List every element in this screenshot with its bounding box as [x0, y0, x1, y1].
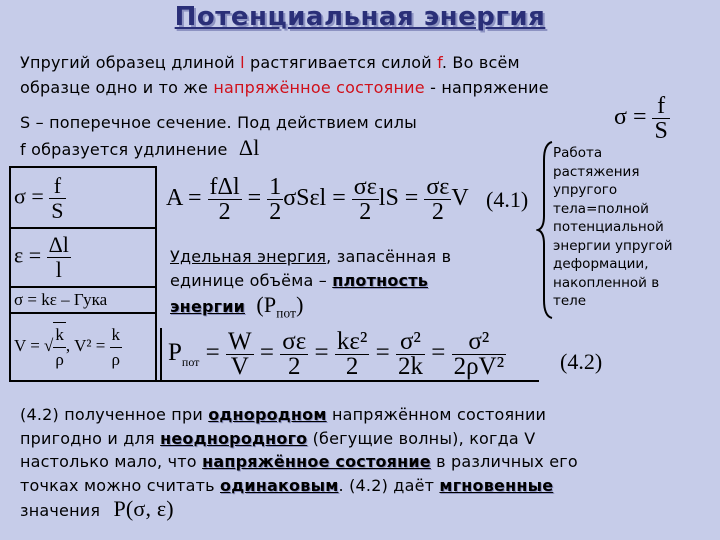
identical-term: одинаковым — [220, 475, 339, 495]
bottom-text: в различных его — [430, 452, 578, 471]
bottom-text: (4.2) полученное при — [20, 405, 209, 424]
energy-term: энергии — [170, 297, 246, 316]
intro-line-2 — [20, 77, 549, 99]
inhomogeneous-term: неоднородного — [160, 428, 308, 448]
force-symbol: f — [437, 53, 442, 72]
stress-state-term: напряжённое состояние — [202, 452, 431, 471]
side-note-line: потенциальной — [553, 219, 664, 235]
stress-state-highlight: напряжённое состояние — [213, 78, 425, 97]
bottom-text: пригодно и для — [20, 428, 161, 448]
side-note-line: накопленной в — [553, 274, 660, 291]
section-text: f образуется удлинение — [20, 140, 228, 159]
work-formula: A = $\frac{\text{fΔl}}{2}$ = $\frac{1}{2}$ σSεl = $\frac{\sigma\varepsilon}{2}$ lS = $\frac{\sigma\varepsilon}{2}$ V — [166, 174, 469, 225]
energy-text: единице объёма – — [170, 271, 333, 290]
sigma-formula-right: σ = $\frac{f}{S}$ — [614, 93, 668, 144]
sigma-formula: σ = $\frac{f}{S}$ — [14, 173, 64, 223]
page-title: Потенциальная энергия — [174, 2, 546, 32]
side-note-line: теле — [553, 293, 587, 309]
side-note-line: тела=полной — [553, 200, 649, 217]
bottom-text: настолько мало, что — [20, 452, 203, 471]
bottom-text: . (4.2) даёт — [338, 475, 440, 495]
elongation-symbol: Δl — [238, 135, 260, 160]
bottom-line-1 — [20, 403, 578, 427]
equation-label-4-1: (4.1) — [486, 187, 529, 212]
hooke-formula: σ = kε – Гука — [14, 290, 108, 309]
epsilon-formula: ε = $\frac{\Delta l}{l}$ — [14, 232, 69, 282]
bottom-text: напряжённом состоянии — [326, 405, 547, 424]
side-note-line: упругого — [553, 182, 618, 198]
energy-text: , запасённая в — [326, 247, 452, 266]
energy-line-3 — [170, 294, 304, 324]
intro-text: . Во всём — [441, 53, 520, 72]
section-line-1: S – поперечное сечение. Под действием силы — [20, 113, 418, 132]
bottom-line-4 — [20, 474, 578, 498]
side-note-line: Работа — [553, 145, 603, 161]
intro-line-1 — [20, 52, 520, 74]
side-note-line: энергии упругой — [553, 237, 673, 254]
bottom-text: (бегущие волны), когда V — [307, 428, 536, 448]
homogeneous-term: однородном — [208, 405, 327, 424]
intro-text: - напряжение — [424, 78, 549, 97]
bottom-text: точках можно считать — [20, 475, 221, 495]
bottom-line-2 — [20, 427, 578, 451]
length-symbol: l — [240, 53, 245, 72]
intro-text: Упругий образец длиной — [20, 53, 241, 72]
side-note-line: растяжения — [553, 163, 640, 180]
specific-energy-term: Удельная энергия — [170, 247, 327, 266]
bottom-text: значения — [20, 501, 101, 520]
bottom-line-3 — [20, 450, 578, 474]
density-formula: $P_{пот}$ = $\frac{W}{V}$ = $\frac{\sigma\varepsilon}{2}$ = $\frac{\text{kε²}}{2}$ = $\frac{\text{σ²}}{2k}$ = $\frac{\text{σ²}}{\text{2ρV²}}$ — [168, 328, 505, 380]
power-function-formula: P(σ, ε) — [113, 496, 174, 521]
intro-text: образце одно и то же — [20, 78, 214, 97]
instantaneous-term: мгновенные — [439, 475, 554, 495]
energy-line-1 — [170, 246, 451, 268]
density-term: плотность — [332, 271, 429, 290]
speed-formula: V = √ $\frac{k}{\rho}$ , V² = $\frac{k}{\rho}$ — [14, 322, 122, 372]
equation-label-4-2: (4.2) — [560, 349, 603, 374]
brace-icon — [536, 140, 554, 320]
side-note — [553, 144, 713, 311]
bottom-paragraph — [20, 403, 578, 523]
intro-text: растягивается силой — [244, 53, 438, 72]
density-symbol: $(P_{пот})$ — [256, 292, 304, 321]
side-note-line: деформации, — [553, 256, 649, 272]
energy-line-2 — [170, 270, 428, 292]
bottom-line-5 — [20, 497, 578, 523]
section-line-2 — [20, 137, 260, 161]
